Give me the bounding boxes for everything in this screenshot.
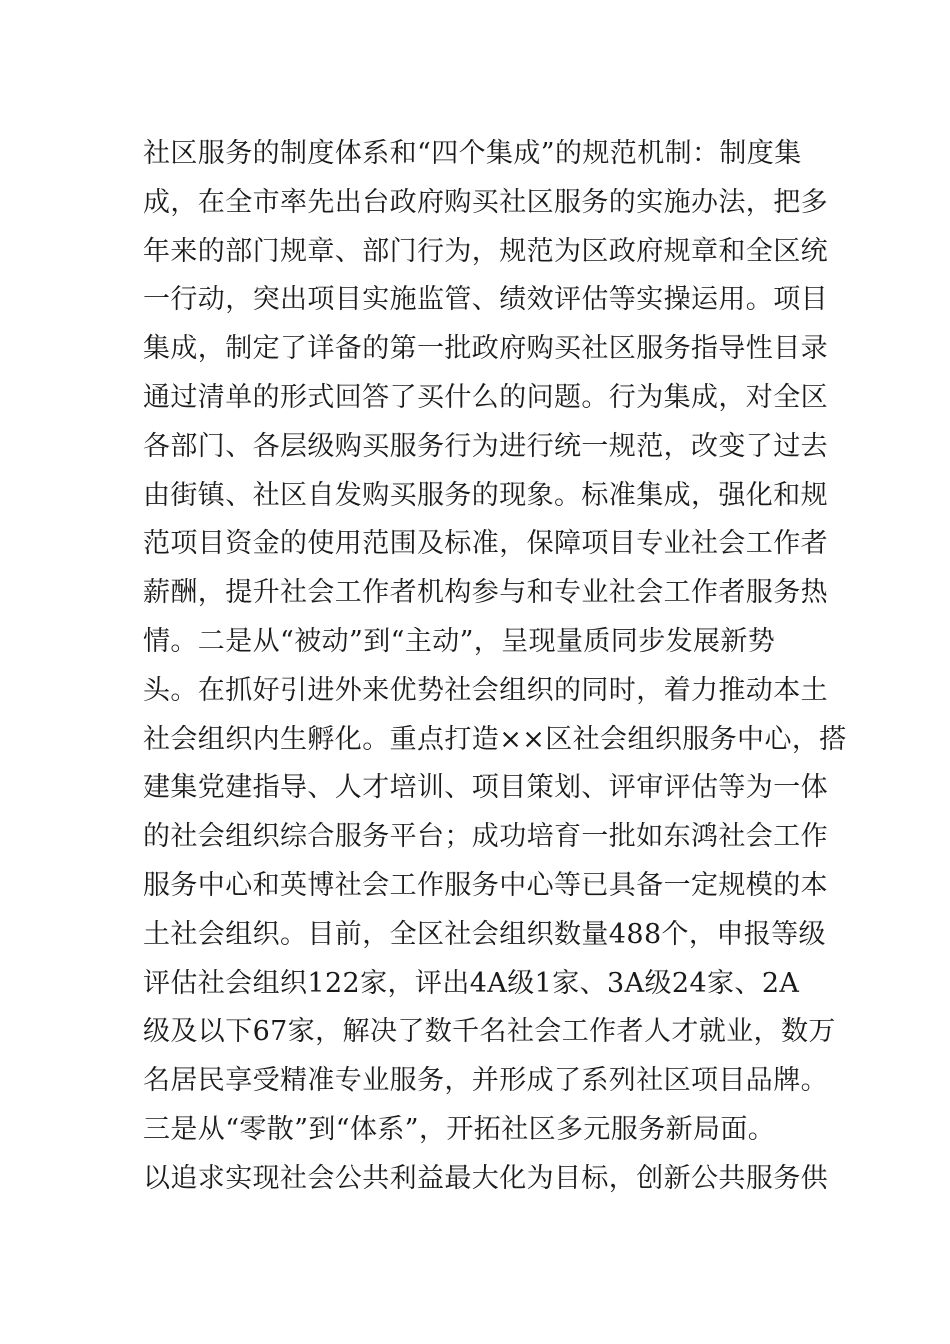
text-line: 社会组织内生孵化。重点打造××区社会组织服务中心，搭: [143, 723, 847, 755]
text-line: 通过清单的形式回答了买什么的问题。行为集成，对全区: [143, 381, 828, 413]
text-line: 以追求实现社会公共利益最大化为目标，创新公共服务供: [143, 1162, 828, 1194]
text-line: 各部门、各层级购买服务行为进行统一规范，改变了过去: [143, 430, 828, 462]
text-line: 的社会组织综合服务平台；成功培育一批如东鸿社会工作: [143, 821, 828, 853]
text-line: 范项目资金的使用范围及标准，保障项目专业社会工作者: [143, 528, 828, 560]
text-line: 头。在抓好引进外来优势社会组织的同时，着力推动本土: [143, 674, 828, 706]
text-line: 成，在全市率先出台政府购买社区服务的实施办法，把多: [143, 186, 828, 218]
text-line: 土社会组织。目前，全区社会组织数量488个，申报等级: [143, 918, 826, 950]
text-line: 社区服务的制度体系和“四个集成”的规范机制：制度集: [143, 138, 802, 169]
text-line: 服务中心和英博社会工作服务中心等已具备一定规模的本: [143, 869, 828, 901]
text-line: 评估社会组织122家，评出4A级1家、3A级24家、2A: [143, 967, 800, 999]
text-line: 年来的部门规章、部门行为，规范为区政府规章和全区统: [143, 235, 828, 267]
text-line: 由街镇、社区自发购买服务的现象。标准集成，强化和规: [143, 479, 828, 511]
text-line: 名居民享受精准专业服务，并形成了系列社区项目品牌。: [143, 1065, 828, 1097]
text-line: 薪酬，提升社会工作者机构参与和专业社会工作者服务热: [143, 577, 828, 609]
text-line: 建集党建指导、人才培训、项目策划、评审评估等为一体: [143, 772, 828, 804]
body-paragraph: [143, 130, 847, 1204]
text-line: 情。二是从“被动”到“主动”，呈现量质同步发展新势: [143, 625, 776, 657]
text-line: 一行动，突出项目实施监管、绩效评估等实操运用。项目: [143, 284, 828, 316]
text-line: 集成，制定了详备的第一批政府购买社区服务指导性目录: [143, 333, 828, 365]
text-line: 级及以下67家，解决了数千名社会工作者人才就业，数万: [143, 1016, 836, 1048]
text-line: 三是从“零散”到“体系”，开拓社区多元服务新局面。: [143, 1113, 776, 1145]
